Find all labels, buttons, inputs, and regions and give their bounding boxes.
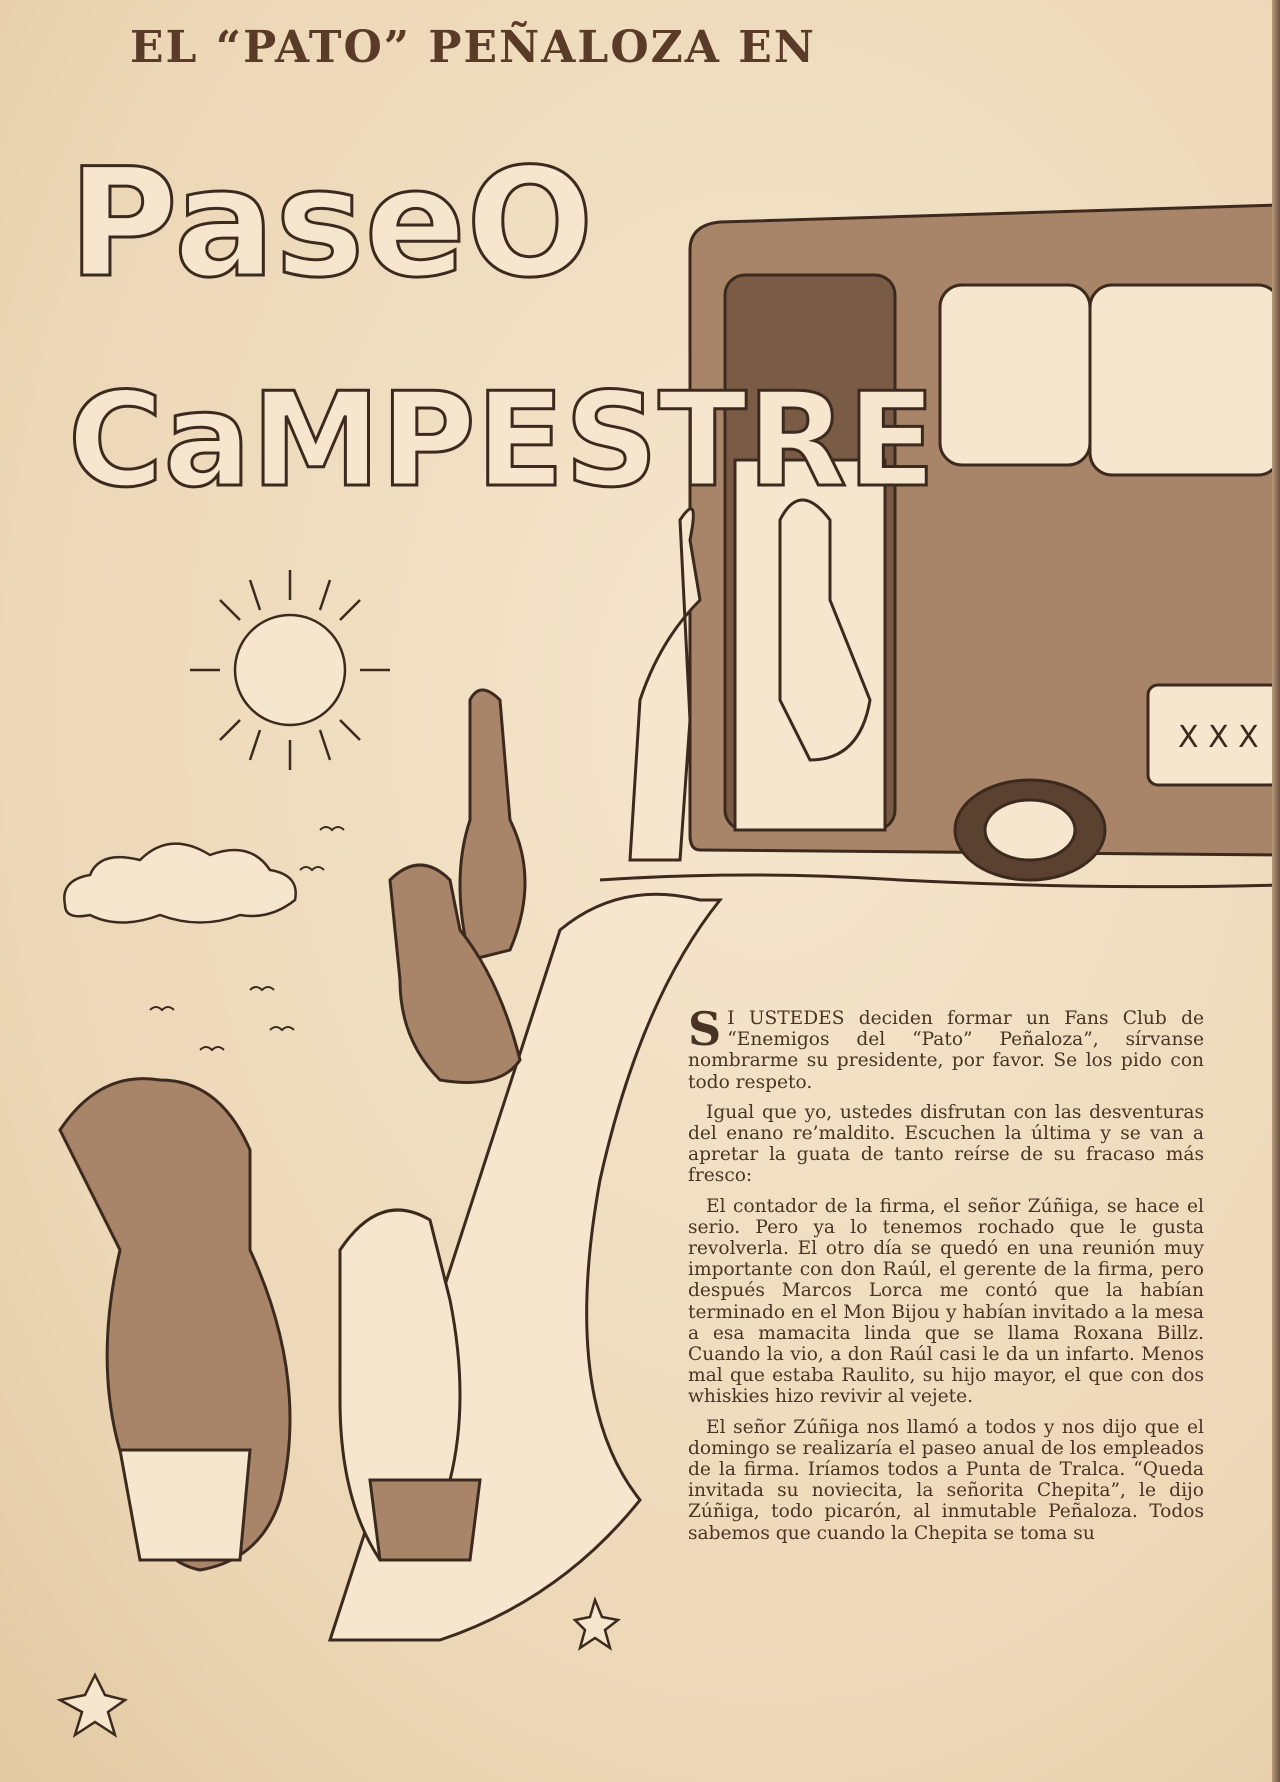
article-paragraph-2: Igual que yo, ustedes disfrutan con las desventuras del enano re’maldito. Escuchen la última y se van a apretar la guata de tanto reírse de su fracaso más fresco: <box>688 1101 1204 1187</box>
page-edge <box>1272 0 1280 1782</box>
article-paragraph-4: El señor Zúñiga nos llamó a todos y nos dijo que el domingo se realizaría el paseo anual de los empleados de la firma. Iríamos todos a Punta de Tralca. “Queda invitada su noviecita, la señorita Chepita”, le dijo Zúñiga, todo picarón, al inmutable Peñaloza. Todos sabemos que cuando la Chepita se toma su <box>688 1416 1204 1544</box>
ground-line <box>600 875 1280 887</box>
cloud-drawing <box>64 844 295 923</box>
sun-drawing <box>190 570 390 770</box>
article-paragraph-3: El contador de la firma, el señor Zúñiga, se hace el serio. Pero ya lo tenemos rochado que le gusta revolverla. El otro día se quedó en una reunión muy importante con don Raúl, el gerente de la firma, pero después Marcos Lorca me contó que la habían terminado en el Mon Bijou y habían invitado a la mesa a esa mamacita linda que se llama Roxana Billz. Cuando la vio, a don Raúl casi le da un infarto. Menos mal que estaba Raulito, su hijo mayor, el que con dos whiskies hizo revivir al vejete. <box>688 1195 1204 1408</box>
bus-sign-text: X X X <box>1178 720 1259 755</box>
title-art <box>58 115 936 535</box>
drop-cap: S <box>688 1002 722 1056</box>
article-body <box>688 1002 1204 1553</box>
article-paragraph-1 <box>688 1002 1204 1093</box>
article-heading: EL “PATO” PEÑALOZA EN <box>130 22 816 73</box>
title-line-2: CaMPESTRE <box>68 364 936 516</box>
title-line-1: PaseO <box>68 137 594 311</box>
article-paragraph-1-text: I USTEDES deciden formar un Fans Club de “Enemigos del “Pato” Peñaloza”, sírvanse nombrarme su presidente, por favor. Se los pido con todo respeto. <box>688 1008 1204 1093</box>
